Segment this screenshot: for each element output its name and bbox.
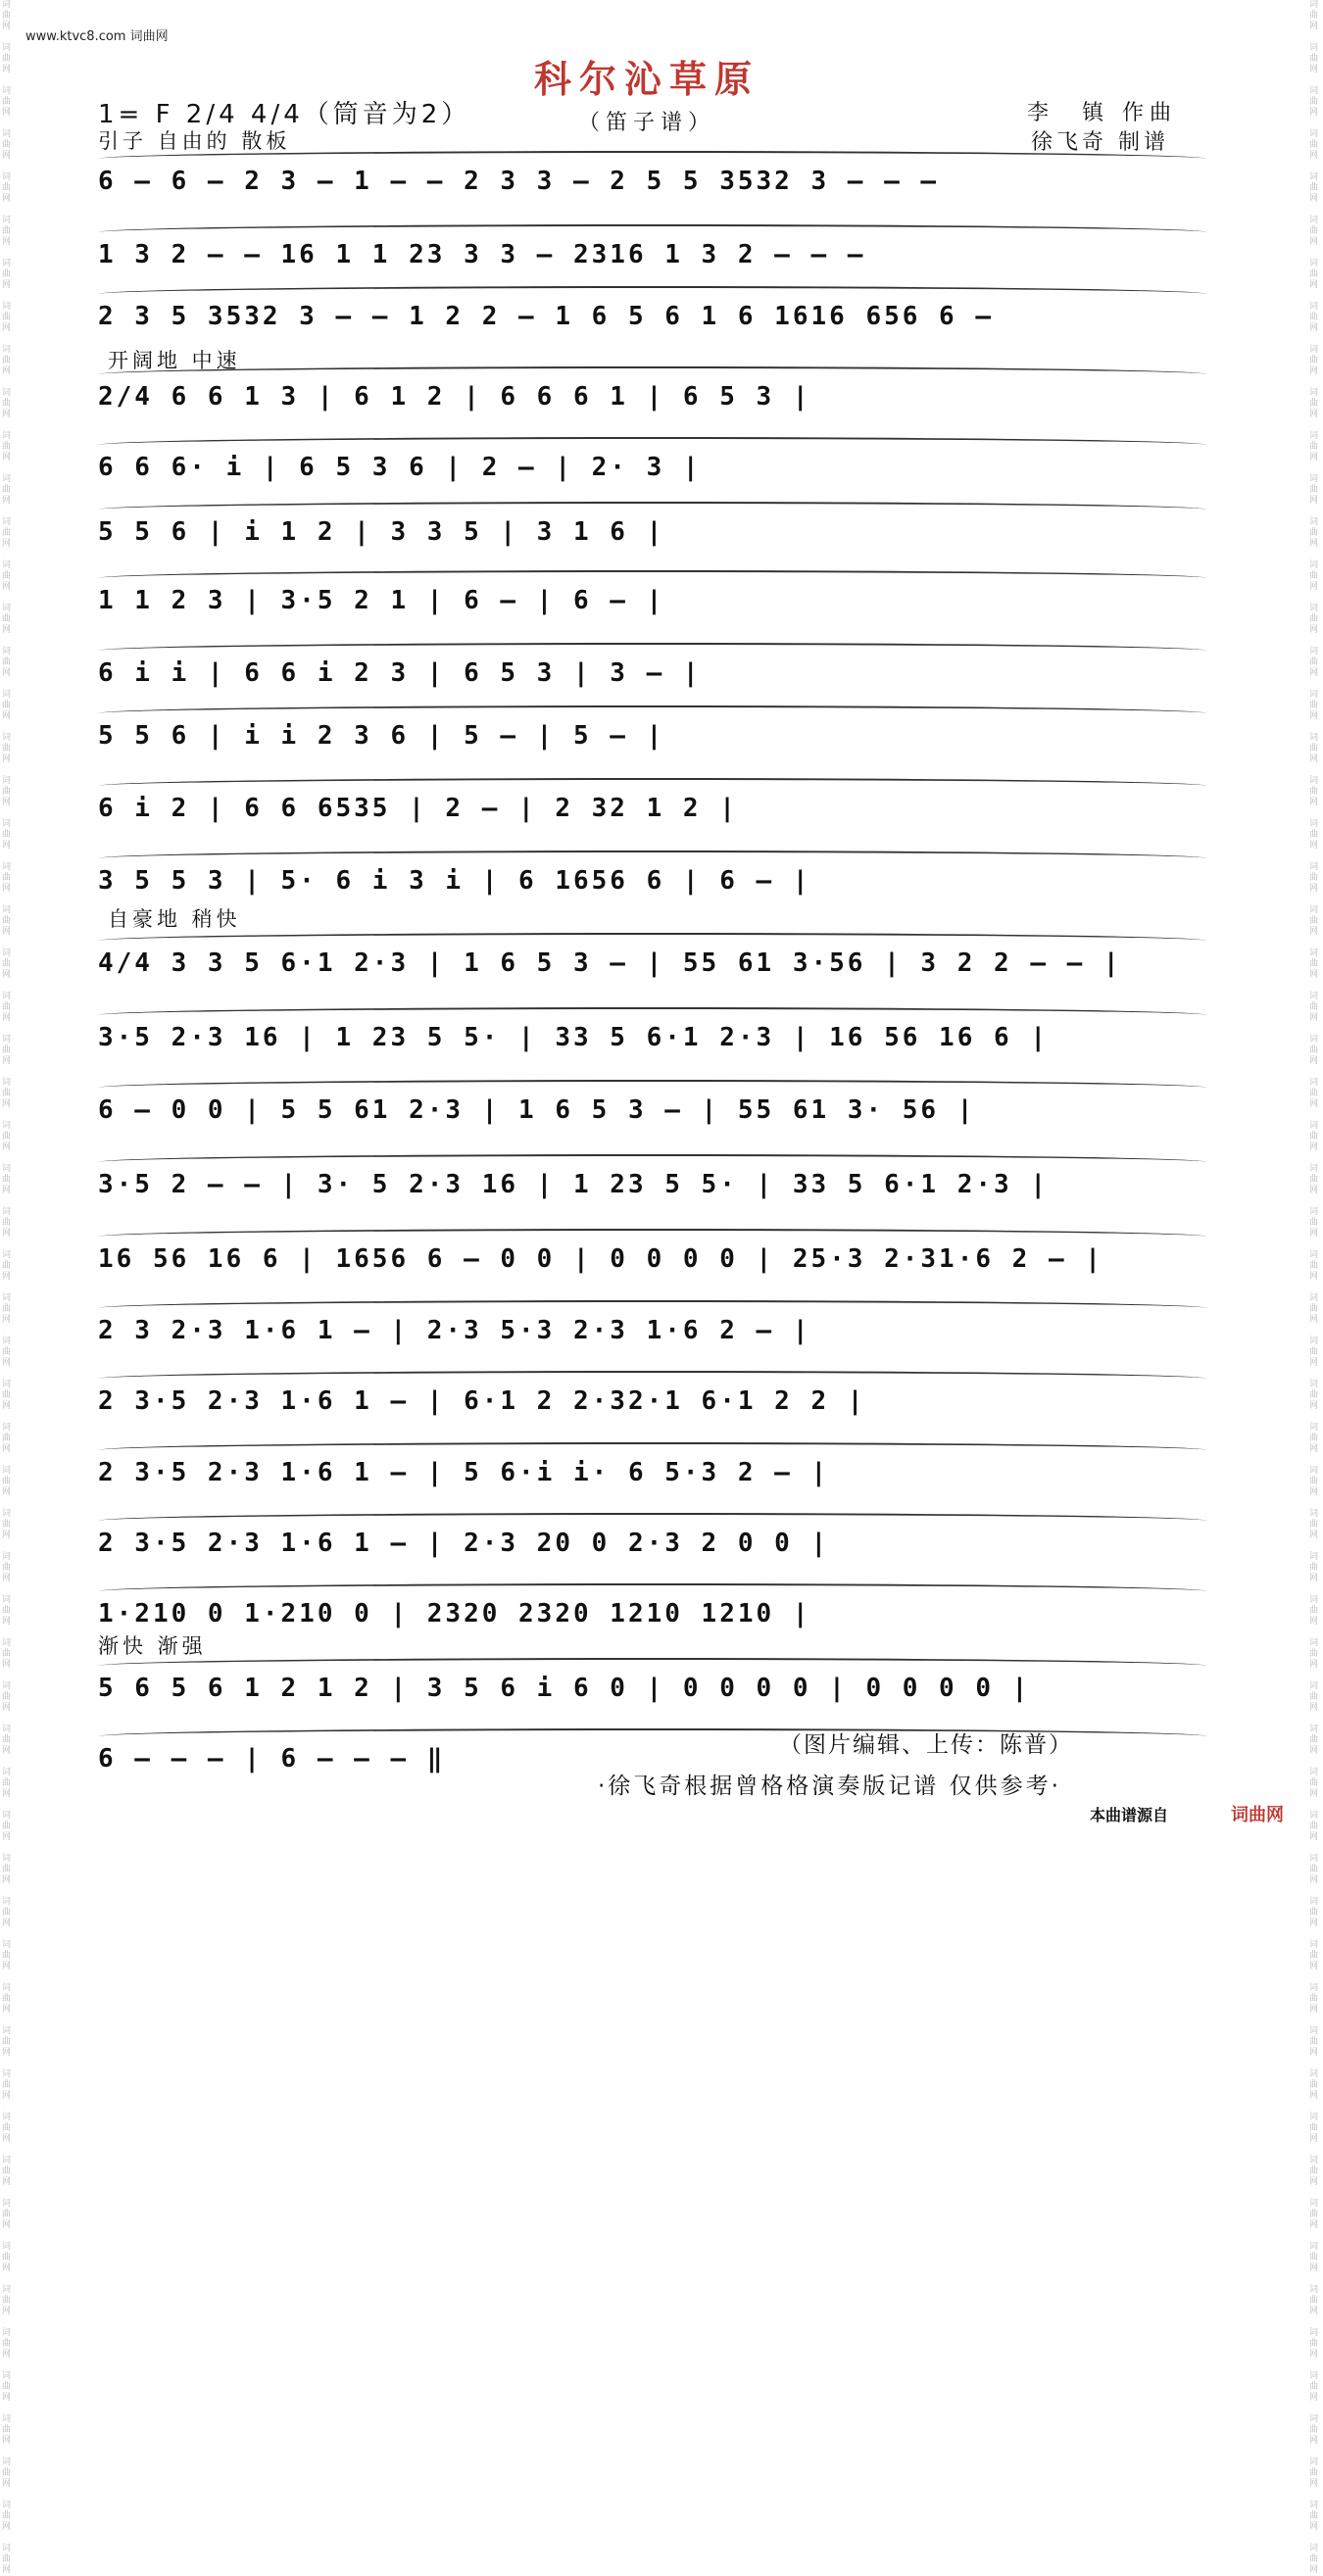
notation-text: 6 i i | 6 6 i 2 3 | 6 5 3 | 3 – | <box>98 658 702 688</box>
slur-mark <box>98 1658 1207 1674</box>
score-line <box>98 517 1207 551</box>
score-line <box>98 167 1207 200</box>
notation-text: 3·5 2 – – | 3· 5 2·3 16 | 1 23 5 5· | 33 5 6·1 2·3 | <box>98 1170 1049 1199</box>
score-line <box>98 1386 1207 1420</box>
site-watermark: www.ktvc8.com 词曲网 <box>25 29 169 44</box>
slur-mark <box>98 1513 1207 1529</box>
slur-mark <box>98 1583 1207 1599</box>
side-watermark-right: 词 曲 网 词 曲 网 词 曲 网 词 曲 网 词 曲 网 词 曲 网 词 曲 网 词 曲 网 词 曲 网 词 曲 网 词 曲 网 词 曲 网 词 曲 网 词 曲 网 词 曲 网 词 曲 网 词 曲 网 词 曲 网 词 曲 网 词 曲 网 词 曲 网 词 曲 网 词 曲 网 词 曲 网 词 曲 网 词 曲 网 词 曲 网 词 曲 网 词 曲 网 词 曲 网 词 曲 网 词 曲 网 词 曲 网 词 曲 网 词 曲 网 词 曲 网 词 曲 网 词 曲 网 词 曲 网 词 曲 网 词 曲 网 词 曲 网 词 曲 网 词 曲 网 词 曲 网 词 曲 网 词 曲 网 词 曲 网 词 曲 网 词 曲 网 词 曲 网 词 曲 网 词 曲 网 词 曲 网 词 曲 网 词 曲 网 词 曲 网 词 曲 网 词 曲 网 词 曲 网 <box>1309 0 1319 2575</box>
slur-mark <box>98 705 1207 721</box>
notation-text: 2 3·5 2·3 1·6 1 – | 2·3 20 0 2·3 2 0 0 | <box>98 1529 830 1558</box>
slur-mark <box>98 1371 1207 1386</box>
notation-text: 16 56 16 6 | 1656 6 – 0 0 | 0 0 0 0 | 25·3 2·31·6 2 – | <box>98 1244 1103 1274</box>
tempo-marking: 自豪地 稍快 <box>108 907 241 931</box>
score-line <box>98 1458 1207 1491</box>
song-title: 科尔沁草原 <box>533 57 760 101</box>
notation-text: 3 5 5 3 | 5· 6 i 3 i | 6 1656 6 | 6 – | <box>98 866 811 896</box>
score-line <box>98 1023 1207 1056</box>
slur-mark <box>98 437 1207 453</box>
transcription-note: ·徐飞奇根据曾格格演奏版记谱 仅供参考· <box>598 1774 1061 1799</box>
score-line <box>98 586 1207 619</box>
intro-marking: 引子 自由的 散板 <box>98 129 291 153</box>
notation-text: 2 3·5 2·3 1·6 1 – | 6·1 2 2·32·1 6·1 2 2 | <box>98 1386 866 1416</box>
score-line <box>98 721 1207 754</box>
slur-mark <box>98 502 1207 517</box>
notation-text: 2 3·5 2·3 1·6 1 – | 5 6·i i· 6 5·3 2 – | <box>98 1458 830 1487</box>
slur-mark <box>98 224 1207 240</box>
score-line <box>98 240 1207 273</box>
score-line <box>98 1316 1207 1349</box>
notation-text: 1·210 0 1·210 0 | 2320 2320 1210 1210 | <box>98 1599 811 1628</box>
notation-text: 3·5 2·3 16 | 1 23 5 5· | 33 5 6·1 2·3 | 16 56 16 6 | <box>98 1023 1049 1052</box>
slur-mark <box>98 643 1207 658</box>
score-line <box>98 1529 1207 1562</box>
tempo-marking: 开阔地 中速 <box>108 349 241 372</box>
composer-credit: 李 镇 作曲 <box>1027 101 1177 125</box>
score-line <box>98 658 1207 692</box>
notation-text: 5 5 6 | i 1 2 | 3 3 5 | 3 1 6 | <box>98 517 665 547</box>
slur-mark <box>98 1080 1207 1095</box>
notation-text: 5 6 5 6 1 2 1 2 | 3 5 6 i 6 0 | 0 0 0 0 | 0 0 0 0 | <box>98 1674 1031 1703</box>
score-line <box>98 302 1207 335</box>
slur-mark <box>98 933 1207 948</box>
score-line <box>98 794 1207 827</box>
slur-mark <box>98 1300 1207 1316</box>
source-label: 本曲谱源自 <box>1090 1806 1169 1824</box>
score-line <box>98 382 1207 415</box>
notation-text: 2/4 6 6 1 3 | 6 1 2 | 6 6 6 1 | 6 5 3 | <box>98 382 811 412</box>
notation-text: 1 3 2 – – 16 1 1 23 3 3 – 2316 1 3 2 – – – <box>98 240 866 269</box>
notation-text: 5 5 6 | i i 2 3 6 | 5 – | 5 – | <box>98 721 665 751</box>
slur-mark <box>98 1229 1207 1244</box>
notation-text: 6 – 6 – 2 3 – 1 – – 2 3 3 – 2 5 5 3532 3 – – – <box>98 167 940 196</box>
notation-text: 6 i 2 | 6 6 6535 | 2 – | 2 32 1 2 | <box>98 794 738 823</box>
site-logo: 词曲网 <box>1231 1805 1284 1825</box>
slur-mark <box>98 1154 1207 1170</box>
notation-text: 2 3 5 3532 3 – – 1 2 2 – 1 6 5 6 1 6 1616 656 6 – <box>98 302 995 331</box>
side-watermark-left: 词 曲 网 词 曲 网 词 曲 网 词 曲 网 词 曲 网 词 曲 网 词 曲 网 词 曲 网 词 曲 网 词 曲 网 词 曲 网 词 曲 网 词 曲 网 词 曲 网 词 曲 网 词 曲 网 词 曲 网 词 曲 网 词 曲 网 词 曲 网 词 曲 网 词 曲 网 词 曲 网 词 曲 网 词 曲 网 词 曲 网 词 曲 网 词 曲 网 词 曲 网 词 曲 网 词 曲 网 词 曲 网 词 曲 网 词 曲 网 词 曲 网 词 曲 网 词 曲 网 词 曲 网 词 曲 网 词 曲 网 词 曲 网 词 曲 网 词 曲 网 词 曲 网 词 曲 网 词 曲 网 词 曲 网 词 曲 网 词 曲 网 词 曲 网 词 曲 网 词 曲 网 词 曲 网 词 曲 网 词 曲 网 词 曲 网 词 曲 网 词 曲 网 词 曲 网 词 曲 网 <box>2 0 12 2575</box>
upload-credit: （图片编辑、上传：陈普） <box>779 1732 1073 1758</box>
score-line <box>98 1170 1207 1203</box>
score-line <box>98 453 1207 486</box>
notation-text: 2 3 2·3 1·6 1 – | 2·3 5·3 2·3 1·6 2 – | <box>98 1316 811 1345</box>
score-line <box>98 1674 1207 1707</box>
score-line <box>98 1599 1207 1632</box>
notation-text: 4/4 3 3 5 6·1 2·3 | 1 6 5 3 – | 55 61 3·56 | 3 2 2 – – | <box>98 948 1122 978</box>
slur-mark <box>98 778 1207 794</box>
score-line <box>98 1095 1207 1129</box>
slur-mark <box>98 366 1207 382</box>
slur-mark <box>98 1442 1207 1458</box>
tempo-marking: 渐快 渐强 <box>98 1634 207 1658</box>
arranger-credit: 徐飞奇 制谱 <box>1031 130 1169 155</box>
score-line <box>98 1244 1207 1278</box>
song-subtitle: （笛子谱） <box>577 111 715 135</box>
notation-text: 1 1 2 3 | 3·5 2 1 | 6 – | 6 – | <box>98 586 665 615</box>
slur-mark <box>98 851 1207 866</box>
notation-text: 6 – – – | 6 – – – ‖ <box>98 1744 446 1774</box>
slur-mark <box>98 1007 1207 1023</box>
slur-mark <box>98 286 1207 302</box>
notation-text: 6 – 0 0 | 5 5 61 2·3 | 1 6 5 3 – | 55 61 3· 56 | <box>98 1095 976 1125</box>
slur-mark <box>98 570 1207 586</box>
notation-text: 6 6 6· i | 6 5 3 6 | 2 – | 2· 3 | <box>98 453 702 482</box>
slur-mark <box>98 151 1207 167</box>
score-line <box>98 948 1207 982</box>
key-signature: 1= F 2/4 4/4（筒音为2） <box>98 100 471 129</box>
score-line <box>98 866 1207 899</box>
